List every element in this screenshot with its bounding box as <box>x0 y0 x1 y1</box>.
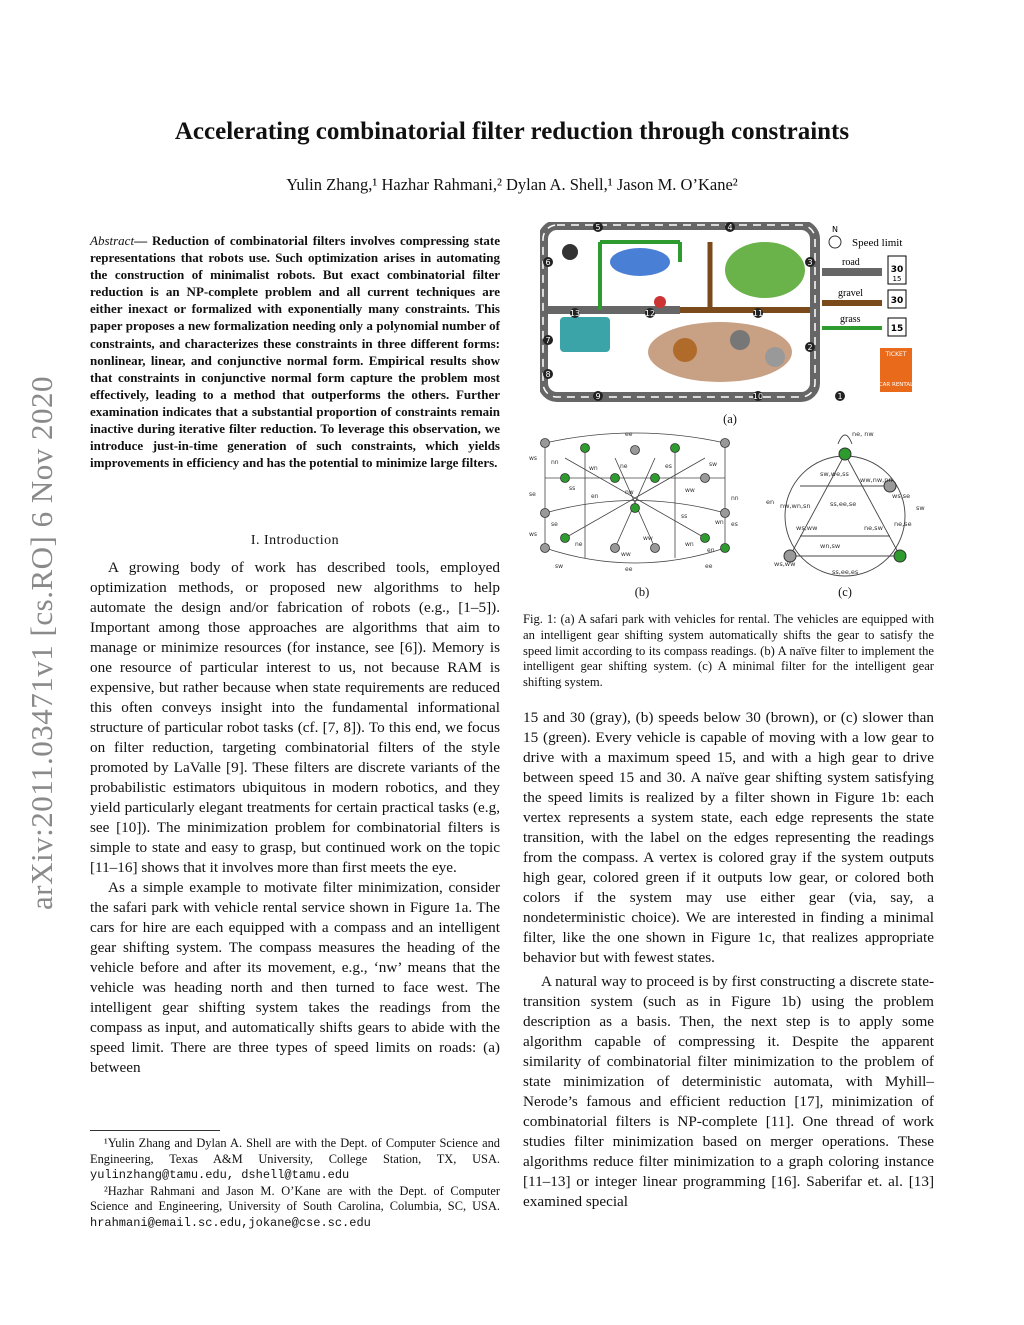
speed-sign-road-low: 15 <box>892 275 902 283</box>
edge-label-c: ne,sw <box>864 524 883 532</box>
figure-1-caption: Fig. 1: (a) A safari park with vehicles for rental. The vehicles are equipped with an intelligent gear shifting system automatically shifts the gear to satisfy the speed limit according to its compass readings. (b) A naïve filter to implement the intelligent gear shifting system. (c) A minimal filter for the intelligent gear shifting system. <box>523 612 934 690</box>
footnote-2: ²Hazhar Rahmani and Jason M. O’Kane are with the Dept. of Computer Science and Engineering, University of South Carolina, Columbia, SC, USA. <box>90 1183 500 1214</box>
waypoint-3: 3 <box>807 258 813 267</box>
edge-label-c: ws,ww <box>796 524 818 532</box>
edge-label-b: ne <box>620 463 628 470</box>
filter-b-state <box>541 544 550 553</box>
legend-road-label: road <box>842 257 860 268</box>
edge-label-c: ss,ee,se <box>830 500 857 508</box>
compass-icon <box>829 236 841 248</box>
filter-c-state <box>839 448 851 460</box>
footnote-1-emails[interactable]: yulinzhang@tamu.edu, dshell@tamu.edu <box>90 1168 350 1183</box>
figure-1a-safari-map <box>540 222 920 402</box>
edge-label-b: nn <box>731 495 739 502</box>
edge-label-c: ws,se <box>892 492 911 500</box>
figure-1b-label: (b) <box>634 585 650 599</box>
filter-b-state <box>721 509 730 518</box>
edge-label-b: wn <box>715 519 724 526</box>
forest <box>725 242 805 298</box>
filter-b-state <box>701 534 710 543</box>
edge-label-b: es <box>731 521 738 528</box>
intro-paragraph-2: As a simple example to motivate filter minimization, consider the safari park with vehicle rental service shown in Figure 1a. The cars for hire are each equipped with a compass and an intelligent gear shifting system. The compass measures the heading of the vehicle before and after its movement, e.g., ‘nw’ means that the vehicle was heading north and then turned to face west. The intelligent gear shifting system takes the readings from the compass as input, and automatically shifts gears to abide with the speed limit. There are three types of speed limits on roads: (a) between <box>90 879 500 1076</box>
abstract-label: Abstract <box>90 233 135 248</box>
compass-north-label: N <box>832 225 838 234</box>
edge-label-b: es <box>665 463 672 470</box>
waypoint-6: 6 <box>545 258 551 267</box>
edge-label-b: se <box>529 491 536 498</box>
filter-b-state <box>701 474 710 483</box>
author-list: Yulin Zhang,¹ Hazhar Rahmani,² Dylan A. Shell,¹ Jason M. O’Kane² <box>286 175 738 194</box>
speed-sign-gravel: 30 <box>890 296 904 306</box>
waypoint-2: 2 <box>807 343 813 352</box>
edge-label-b: ss <box>569 485 576 492</box>
footnote-2-emails[interactable]: hrahmani@email.sc.edu,jokane@cse.sc.edu <box>90 1215 371 1230</box>
edge-label-c: wn,sw <box>820 542 841 550</box>
edge-label-b: ne <box>575 541 583 548</box>
filter-b-state <box>721 544 730 553</box>
edge-label-b: ee <box>625 431 633 438</box>
panda-icon <box>562 244 578 260</box>
legend-gravel-label: gravel <box>838 288 863 299</box>
filter-b-state <box>631 446 640 455</box>
filter-b-state <box>581 444 590 453</box>
footnote-1: ¹Yulin Zhang and Dylan A. Shell are with the Dept. of Computer Science and Engineering, Texas A&M University, College Station, TX, USA. <box>90 1136 500 1166</box>
filter-b-state <box>671 444 680 453</box>
waterfall <box>560 317 610 352</box>
abstract-text: — Reduction of combinatorial filters involves compressing state representations that robots use. Such optimization arises in automating the construction of minimalist robots. But exact combinatorial filter reduction is an NP-complete problem and all current techniques are either inexact or formalized with exponentially many constraints. This paper proposes a new formalization needing only a polynomial number of constraints, and characterizes these constraints in three different forms: nonlinear, linear, and conjunctive normal form. Empirical results show that constraints in conjunctive normal form capture the problem most effectively, leading to a method that outperforms the others. Further examination indicates that a substantial proportion of constraints remain inactive during iterative filter reduction. To leverage this observation, we introduce just-in-time generation of such constraints, which yields improvements in efficiency and has the potential to minimize large filters. <box>90 233 500 471</box>
right-paragraph-2: A natural way to proceed is by first constructing a discrete state-transition system (such as in Figure 1b) using the problem description as a basis. Then, the next step is to apply some algorithm capable of compressing it. Despite the apparent similarity of combinatorial filter minimization to the problem of state minimization of deterministic automata, with Myhill–Nerode’s famous and efficient reduction [17], minimization of combinatorial filters is NP-complete [11]. One thread of work studies filter minimization based on merger operations. These algorithms reduce filter minimization to a graph coloring instance [11–13] or integer linear programming [16]. Saberifar et. al. [13] examined special <box>523 973 934 1210</box>
edge-label-c: ne,se <box>894 520 912 528</box>
edge-label-b: nw <box>625 489 634 496</box>
bird-icon <box>654 296 666 308</box>
legend-grass-label: grass <box>840 314 861 325</box>
figure-1c-label: (c) <box>838 585 852 599</box>
filter-b-state <box>651 474 660 483</box>
filter-b-state <box>541 509 550 518</box>
lion-icon <box>673 338 697 362</box>
legend-road-swatch <box>822 268 882 276</box>
intro-paragraph-1: A growing body of work has described tools, employed optimization methods, or proposed new algorithms to help automate the design and/or fabrication of robots (e.g., [1–5]). Important among those approaches are algorithms that aim to manage or minimize resources (for instance, see [6]). Memory is one resource of particular interest to us, not because RAM is expensive, but rather because when state requirements are reduced this often conveys insight into the fundamental informational structure of particular robot tasks (cf. [7, 8]). To this end, we focus on filter reduction, targeting combinatorial filters of the style promoted by LaValle [9]. These filters are discrete variants of the probabilistic estimators ubiquitous in modern robotics, and they yield particularly elegant treatments for certain practical tasks (e.g, see [10]). The minimization problem for combinatorial filters is simple to state and easy to grasp, but continued work on the topic [11–16] shows that it involves more than first meets the eye. <box>90 559 500 876</box>
legend-title: Speed limit <box>852 237 903 249</box>
speed-sign-grass: 15 <box>890 324 904 334</box>
filter-b-state <box>721 439 730 448</box>
waypoint-8: 8 <box>545 370 551 379</box>
edge-label-b: ws <box>529 455 538 462</box>
waypoint-5: 5 <box>595 223 601 232</box>
intro-body <box>90 558 500 1078</box>
waypoint-10: 10 <box>752 392 764 401</box>
filter-b-state <box>561 534 570 543</box>
edge-label-c: ws,ww <box>774 560 796 568</box>
edge-label-c: sw,we,ss <box>820 470 849 478</box>
waypoint-13: 13 <box>569 309 581 318</box>
waypoint-7: 7 <box>545 336 551 345</box>
edge-label-c: ss,ee,es <box>832 568 859 576</box>
speed-sign-road-high: 30 <box>890 265 904 275</box>
footnotes <box>90 1136 500 1232</box>
rhino-icon <box>765 347 785 367</box>
edge-label-b: ws <box>529 531 538 538</box>
figure-1b-naive-filter <box>525 428 750 578</box>
section-heading-introduction: I. Introduction <box>250 533 340 548</box>
waypoint-1: 1 <box>837 392 843 401</box>
car-rental-label: CAR RENTAL <box>878 382 914 388</box>
edge-label-b: ss <box>681 513 688 520</box>
legend-grass-swatch <box>822 326 882 330</box>
edge-label-b: ee <box>705 563 713 570</box>
right-paragraph-1: 15 and 30 (gray), (b) speeds below 30 (brown), or (c) slower than 15 (green). Every vehicle is capable of moving with a low gear to drive with a maximum speed 15, and with a high gear to drive between speed 15 and 30. A naïve gear shifting system satisfying the speed limits is realized by a filter shown in Figure 1b: each vertex represents a system state, each edge represents the state transition, with the label on the edges representing the readings from the compass. A vertex is colored gray if the system outputs high gear, colored green if it outputs low gear, or colored both colors if the system may use either gear (via, say, a nondeterministic choice). We are interested in finding a minimal filter, like the one shown in Figure 1c, that realizes appropriate behavior but with fewest states. <box>523 709 934 966</box>
filter-b-state <box>611 474 620 483</box>
edge-label-b: ww <box>685 487 695 494</box>
edge-label-b: wn <box>589 465 598 472</box>
waypoint-12: 12 <box>644 309 656 318</box>
filter-b-state <box>561 474 570 483</box>
filter-b-state <box>651 544 660 553</box>
footnote-rule <box>90 1130 220 1131</box>
arxiv-identifier[interactable]: arXiv:2011.03471v1 [cs.RO] 6 Nov 2020 <box>24 376 59 910</box>
filter-b-state <box>541 439 550 448</box>
paper-title: Accelerating combinatorial filter reduction through constraints <box>174 118 850 145</box>
figure-1c-minimal-filter <box>760 426 930 581</box>
edge-label-b: ww <box>643 535 653 542</box>
edge-label-c: ne, nw <box>852 430 874 438</box>
edge-label-c: nw,wn,sn <box>780 502 811 510</box>
waypoint-9: 9 <box>595 392 601 401</box>
edge-label-b: en <box>591 493 599 500</box>
figure-1a-label: (a) <box>723 412 737 426</box>
lake <box>610 248 670 276</box>
right-column-body <box>523 708 934 1212</box>
legend-gravel-swatch <box>822 300 882 306</box>
edge-label-b: ww <box>621 551 631 558</box>
elephant-icon <box>730 330 750 350</box>
edge-label-b: wn <box>685 541 694 548</box>
edge-label-b: nn <box>551 459 559 466</box>
filter-b-state <box>611 544 620 553</box>
filter-c-state <box>894 550 906 562</box>
edge-label-b: en <box>707 547 715 554</box>
waypoint-4: 4 <box>727 223 733 232</box>
edge-label-b: sw <box>555 563 564 570</box>
edge-label-b: sw <box>709 461 718 468</box>
waypoint-11: 11 <box>752 309 764 318</box>
filter-b-state <box>631 504 640 513</box>
ticket-label: TICKET <box>885 351 907 358</box>
edge-label-b: ee <box>625 566 633 573</box>
edge-label-b: se <box>551 521 558 528</box>
edge-label-c: en <box>766 498 775 506</box>
edge-label-c: ww,nw,nn <box>860 476 893 484</box>
abstract <box>90 232 500 471</box>
edge-label-c: sw <box>916 504 925 512</box>
